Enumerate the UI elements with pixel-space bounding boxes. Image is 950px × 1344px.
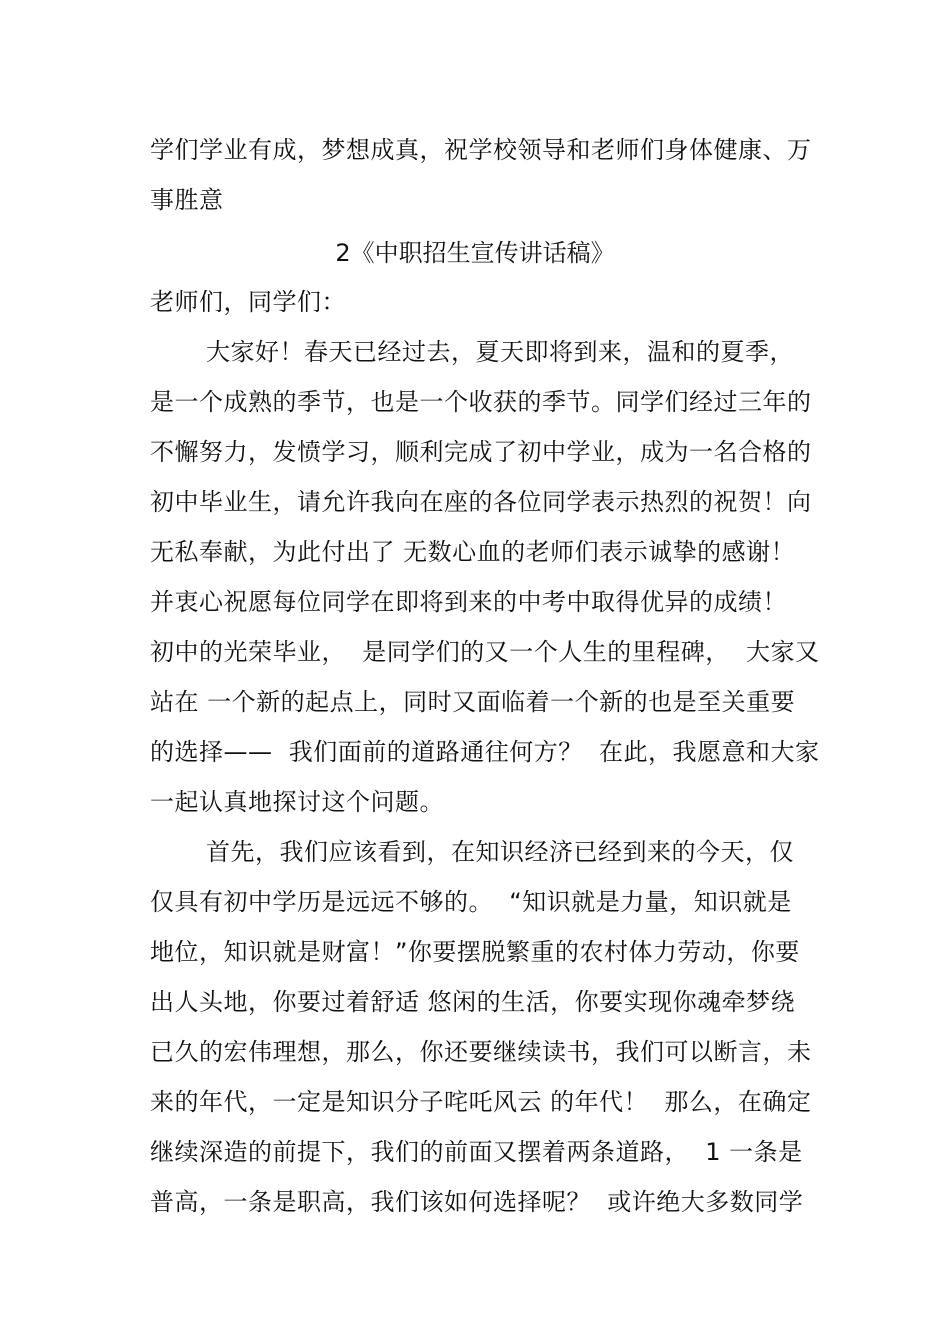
paragraph-line: 来的年代，一定是知识分子咤吒风云 的年代！ 那么，在确定 bbox=[150, 1088, 812, 1116]
paragraph-line: 是一个成熟的季节，也是一个收获的季节。同学们经过三年的 bbox=[150, 388, 812, 416]
paragraph-line: 出人头地，你要过着舒适 悠闲的生活，你要实现你魂牵梦绕 bbox=[150, 988, 796, 1016]
paragraph-line: 首先，我们应该看到，在知识经济已经到来的今天，仅 bbox=[206, 838, 794, 866]
paragraph-line: 无私奉献，为此付出了 无数心血的老师们表示诚挚的感谢！ bbox=[150, 538, 796, 566]
paragraph-line: 继续深造的前提下，我们的前面又摆着两条道路， 1 一条是 bbox=[150, 1138, 803, 1166]
intro-line: 事胜意 bbox=[150, 186, 224, 214]
paragraph-line: 地位，知识就是财富！”你要摆脱繁重的农村体力劳动，你要 bbox=[150, 938, 800, 966]
paragraph-line: 仅具有初中学历是远远不够的。 “知识就是力量，知识就是 bbox=[150, 888, 792, 916]
salutation: 老师们，同学们： bbox=[150, 288, 346, 316]
paragraph-line: 站在 一个新的起点上，同时又面临着一个新的也是至关重要 bbox=[150, 688, 796, 716]
paragraph-line: 并衷心祝愿每位同学在即将到来的中考中取得优异的成绩！ bbox=[150, 588, 787, 616]
document-title: 2《中职招生宣传讲话稿》 bbox=[335, 239, 615, 267]
paragraph-line: 大家好！春天已经过去，夏天即将到来，温和的夏季， bbox=[206, 338, 794, 366]
intro-line: 学们学业有成，梦想成真，祝学校领导和老师们身体健康、万 bbox=[150, 136, 812, 164]
paragraph-line: 初中毕业生，请允许我向在座的各位同学表示热烈的祝贺！向 bbox=[150, 488, 812, 516]
paragraph-line: 已久的宏伟理想，那么，你还要继续读书，我们可以断言，未 bbox=[150, 1038, 812, 1066]
paragraph-line: 的选择—— 我们面前的道路通往何方？ 在此，我愿意和大家 bbox=[150, 738, 820, 766]
paragraph-line: 初中的光荣毕业， 是同学们的又一个人生的里程碑， 大家又 bbox=[150, 638, 820, 666]
paragraph-line: 不懈努力，发愤学习，顺利完成了初中学业，成为一名合格的 bbox=[150, 438, 812, 466]
paragraph-line: 一起认真地探讨这个问题。 bbox=[150, 788, 444, 816]
paragraph-line: 普高，一条是职高，我们该如何选择呢？ 或许绝大多数同学 bbox=[150, 1188, 804, 1216]
